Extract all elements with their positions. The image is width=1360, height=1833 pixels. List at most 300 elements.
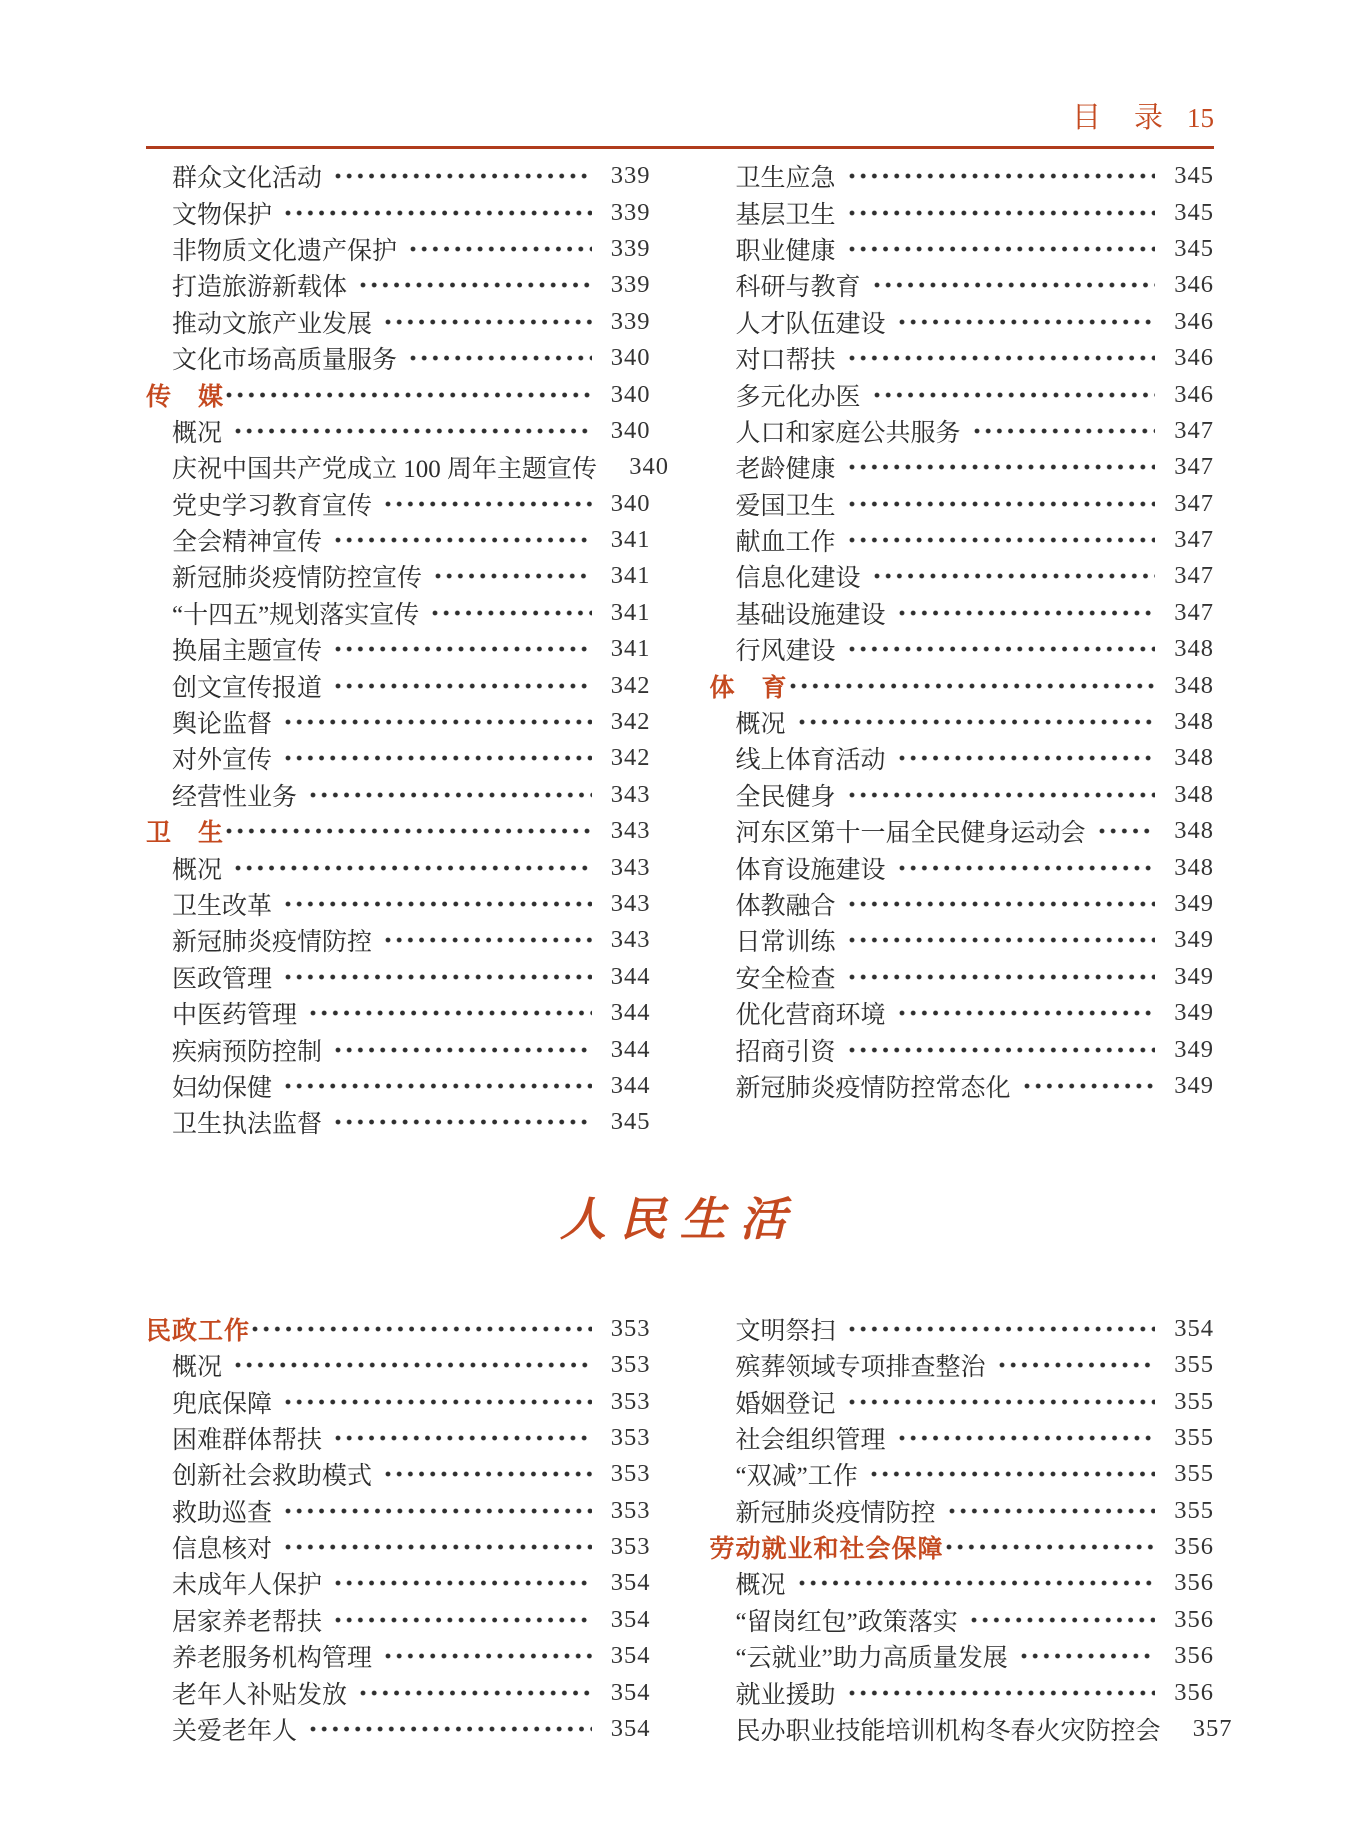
dot-leader bbox=[410, 244, 591, 254]
toc-row bbox=[146, 522, 651, 558]
dot-leader bbox=[974, 426, 1155, 436]
toc-row bbox=[146, 1311, 651, 1347]
toc-row bbox=[710, 449, 1215, 485]
toc-entry-label: 概况 bbox=[735, 711, 786, 739]
toc-row bbox=[710, 158, 1215, 194]
toc-entry-page-number: 341 bbox=[610, 526, 651, 554]
dot-leader bbox=[849, 499, 1155, 509]
toc-entry-label: 线上体育活动 bbox=[735, 747, 886, 775]
toc-entry-page-number: 353 bbox=[610, 1496, 651, 1524]
toc-row bbox=[146, 886, 651, 922]
toc-entry-page-number: 348 bbox=[1174, 635, 1214, 663]
toc-row bbox=[710, 1711, 1233, 1747]
toc-entry-page-number: 356 bbox=[1174, 1642, 1214, 1670]
toc-entry-page-number: 348 bbox=[1174, 817, 1214, 845]
dot-leader bbox=[899, 1433, 1155, 1443]
toc-entry-page-number: 339 bbox=[610, 271, 651, 299]
toc-row bbox=[710, 1602, 1215, 1638]
toc-entry-label: 创文宣传报道 bbox=[172, 674, 323, 702]
toc-entry-page-number: 349 bbox=[1174, 962, 1214, 990]
toc-top-left-column bbox=[146, 158, 670, 1141]
toc-row bbox=[146, 1383, 651, 1419]
toc-entry-label: 新冠肺炎疫情防控常态化 bbox=[735, 1074, 1011, 1102]
toc-entry-page-number: 354 bbox=[610, 1642, 651, 1670]
dot-leader bbox=[849, 535, 1155, 545]
toc-row bbox=[710, 1565, 1215, 1601]
toc-bottom-right-column bbox=[709, 1311, 1233, 1748]
toc-row bbox=[710, 1638, 1215, 1674]
toc-row bbox=[146, 267, 651, 303]
toc-entry-page-number: 353 bbox=[610, 1423, 651, 1451]
dot-leader bbox=[335, 535, 591, 545]
toc-row bbox=[146, 558, 651, 594]
dot-leader bbox=[285, 972, 591, 982]
toc-entry-label: 基础设施建设 bbox=[735, 601, 886, 629]
toc-row bbox=[146, 704, 651, 740]
dot-leader bbox=[235, 1360, 591, 1370]
toc-entry-page-number: 354 bbox=[1174, 1314, 1214, 1342]
dot-leader bbox=[360, 1688, 591, 1698]
toc-row bbox=[146, 813, 651, 849]
toc-row bbox=[146, 667, 651, 703]
dot-leader bbox=[1099, 826, 1155, 836]
toc-bottom-block bbox=[146, 1311, 1233, 1748]
toc-entry-label: 安全检查 bbox=[735, 965, 836, 993]
toc-entry-page-number: 348 bbox=[1174, 744, 1214, 772]
toc-row bbox=[710, 522, 1215, 558]
toc-entry-label: 招商引资 bbox=[735, 1038, 836, 1066]
toc-entry-label: 中医药管理 bbox=[172, 1002, 298, 1030]
dot-leader bbox=[285, 1397, 591, 1407]
toc-entry-page-number: 349 bbox=[1174, 1035, 1214, 1063]
dot-leader bbox=[335, 681, 591, 691]
toc-bottom-left-column bbox=[146, 1311, 651, 1748]
toc-row bbox=[146, 1711, 651, 1747]
toc-entry-label: 人才队伍建设 bbox=[735, 310, 886, 338]
toc-top-block bbox=[146, 158, 1214, 1141]
toc-row bbox=[710, 813, 1215, 849]
dot-leader bbox=[849, 1324, 1155, 1334]
toc-row bbox=[710, 1031, 1215, 1067]
dot-leader bbox=[899, 317, 1155, 327]
dot-leader bbox=[285, 1081, 591, 1091]
dot-leader bbox=[949, 1506, 1155, 1516]
toc-row bbox=[146, 1674, 651, 1710]
toc-entry-label: 经营性业务 bbox=[172, 783, 298, 811]
toc-entry-page-number: 354 bbox=[610, 1569, 651, 1597]
toc-entry-page-number: 355 bbox=[1174, 1496, 1214, 1524]
toc-row bbox=[710, 1420, 1215, 1456]
toc-row bbox=[146, 740, 651, 776]
dot-leader bbox=[874, 280, 1155, 290]
toc-row bbox=[710, 376, 1215, 412]
toc-row bbox=[710, 922, 1215, 958]
toc-entry-page-number: 341 bbox=[610, 598, 651, 626]
dot-leader bbox=[432, 608, 591, 618]
toc-row bbox=[146, 1638, 651, 1674]
toc-entry-page-number: 348 bbox=[1174, 671, 1214, 699]
toc-row bbox=[146, 1031, 651, 1067]
toc-entry-label: 卫生改革 bbox=[172, 893, 273, 920]
toc-entry-page-number: 344 bbox=[610, 1071, 651, 1099]
toc-entry-page-number: 346 bbox=[1174, 271, 1214, 299]
dot-leader bbox=[385, 1469, 591, 1479]
toc-entry-label: 对口帮扶 bbox=[735, 347, 836, 375]
toc-row bbox=[146, 449, 670, 485]
dot-leader bbox=[310, 1724, 591, 1734]
toc-entry-label: 献血工作 bbox=[735, 529, 836, 557]
toc-entry-page-number: 345 bbox=[1174, 162, 1214, 190]
dot-leader bbox=[335, 1433, 591, 1443]
toc-row bbox=[146, 959, 651, 995]
toc-entry-label: “留岗红包”政策落实 bbox=[735, 1608, 958, 1636]
toc-row bbox=[710, 777, 1215, 813]
dot-leader bbox=[971, 1615, 1155, 1625]
header-title: 目 录 bbox=[1071, 102, 1165, 134]
toc-entry-page-number: 344 bbox=[610, 999, 651, 1027]
dot-leader bbox=[849, 462, 1155, 472]
toc-entry-page-number: 343 bbox=[610, 853, 651, 881]
toc-row bbox=[710, 1347, 1215, 1383]
toc-entry-page-number: 339 bbox=[610, 234, 651, 262]
toc-row bbox=[710, 1456, 1215, 1492]
toc-entry-label: 体 育 bbox=[709, 673, 788, 702]
toc-entry-label: 救助巡查 bbox=[172, 1499, 273, 1527]
toc-entry-label: 文化市场高质量服务 bbox=[172, 347, 398, 375]
toc-entry-label: 概况 bbox=[172, 856, 223, 884]
dot-leader bbox=[385, 935, 591, 945]
toc-entry-page-number: 345 bbox=[610, 1108, 651, 1136]
toc-entry-page-number: 344 bbox=[610, 962, 651, 990]
toc-entry-page-number: 349 bbox=[1174, 926, 1214, 954]
dot-leader bbox=[899, 608, 1155, 618]
toc-entry-page-number: 342 bbox=[610, 708, 651, 736]
toc-entry-page-number: 353 bbox=[610, 1533, 651, 1561]
toc-entry-label: 创新社会救助模式 bbox=[172, 1463, 373, 1491]
toc-entry-label: 老年人补贴发放 bbox=[172, 1681, 348, 1709]
toc-row bbox=[146, 1347, 651, 1383]
toc-row bbox=[146, 777, 651, 813]
toc-entry-label: 新冠肺炎疫情防控宣传 bbox=[172, 565, 423, 593]
toc-entry-label: 文明祭扫 bbox=[735, 1317, 836, 1345]
dot-leader bbox=[899, 1008, 1155, 1018]
toc-row bbox=[710, 704, 1215, 740]
toc-row bbox=[146, 1565, 651, 1601]
toc-entry-page-number: 343 bbox=[610, 780, 651, 808]
dot-leader bbox=[435, 571, 591, 581]
toc-entry-page-number: 354 bbox=[610, 1678, 651, 1706]
toc-entry-page-number: 347 bbox=[1174, 489, 1214, 517]
dot-leader bbox=[235, 863, 591, 873]
dot-leader bbox=[335, 1615, 591, 1625]
toc-entry-page-number: 355 bbox=[1174, 1423, 1214, 1451]
toc-entry-label: 养老服务机构管理 bbox=[172, 1645, 373, 1673]
toc-entry-page-number: 347 bbox=[1174, 562, 1214, 590]
dot-leader bbox=[849, 353, 1155, 363]
toc-entry-page-number: 348 bbox=[1174, 708, 1214, 736]
toc-row bbox=[146, 304, 651, 340]
toc-row bbox=[146, 413, 651, 449]
toc-entry-label: 对外宣传 bbox=[172, 747, 273, 775]
dot-leader bbox=[874, 571, 1155, 581]
toc-entry-label: 兜底保障 bbox=[172, 1390, 273, 1418]
toc-entry-page-number: 353 bbox=[610, 1351, 651, 1379]
toc-entry-page-number: 348 bbox=[1174, 780, 1214, 808]
toc-row bbox=[710, 1493, 1215, 1529]
dot-leader bbox=[871, 1469, 1155, 1479]
toc-entry-page-number: 343 bbox=[610, 817, 651, 845]
toc-row bbox=[710, 1529, 1215, 1565]
toc-row bbox=[146, 158, 651, 194]
toc-entry-label: 庆祝中国共产党成立 100 周年主题宣传 bbox=[172, 456, 598, 484]
toc-entry-page-number: 340 bbox=[610, 489, 651, 517]
toc-row bbox=[146, 1456, 651, 1492]
toc-row bbox=[146, 340, 651, 376]
toc-row bbox=[710, 595, 1215, 631]
toc-entry-page-number: 339 bbox=[610, 198, 651, 226]
toc-row bbox=[710, 1068, 1215, 1104]
toc-entry-page-number: 347 bbox=[1174, 416, 1214, 444]
toc-row bbox=[146, 995, 651, 1031]
header-page-number: 15 bbox=[1187, 103, 1214, 133]
dot-leader bbox=[849, 1688, 1155, 1698]
dot-leader bbox=[285, 1542, 591, 1552]
toc-entry-label: 信息核对 bbox=[172, 1536, 273, 1564]
toc-entry-page-number: 343 bbox=[610, 926, 651, 954]
toc-entry-label: 优化营商环境 bbox=[735, 1002, 886, 1030]
toc-entry-label: 居家养老帮扶 bbox=[172, 1608, 323, 1636]
toc-entry-page-number: 345 bbox=[1174, 198, 1214, 226]
toc-row bbox=[710, 304, 1215, 340]
toc-entry-page-number: 349 bbox=[1174, 1071, 1214, 1099]
dot-leader bbox=[790, 681, 1155, 691]
toc-entry-page-number: 349 bbox=[1174, 890, 1214, 917]
toc-row bbox=[710, 886, 1215, 922]
toc-row bbox=[710, 486, 1215, 522]
toc-row bbox=[146, 1420, 651, 1456]
dot-leader bbox=[310, 1008, 591, 1018]
dot-leader bbox=[849, 935, 1155, 945]
toc-entry-label: 换届主题宣传 bbox=[172, 638, 323, 666]
toc-row bbox=[710, 631, 1215, 667]
toc-row bbox=[146, 1602, 651, 1638]
toc-entry-page-number: 341 bbox=[610, 635, 651, 663]
toc-row bbox=[710, 1674, 1215, 1710]
toc-entry-label: 民政工作 bbox=[146, 1316, 251, 1345]
toc-entry-label: 社会组织管理 bbox=[735, 1426, 886, 1454]
toc-entry-page-number: 349 bbox=[1174, 999, 1214, 1027]
toc-entry-label: 多元化办医 bbox=[735, 383, 861, 411]
toc-entry-label: 党史学习教育宣传 bbox=[172, 492, 373, 520]
toc-entry-page-number: 355 bbox=[1174, 1351, 1214, 1379]
toc-entry-label: 日常训练 bbox=[735, 929, 836, 957]
toc-entry-page-number: 356 bbox=[1174, 1569, 1214, 1597]
dot-leader bbox=[874, 390, 1155, 400]
toc-entry-label: 信息化建设 bbox=[735, 565, 861, 593]
dot-leader bbox=[335, 1578, 591, 1588]
toc-row bbox=[146, 922, 651, 958]
toc-row bbox=[710, 995, 1215, 1031]
toc-entry-page-number: 353 bbox=[610, 1387, 651, 1415]
toc-entry-page-number: 353 bbox=[610, 1314, 651, 1342]
toc-row bbox=[710, 340, 1215, 376]
toc-entry-label: 人口和家庭公共服务 bbox=[735, 419, 961, 447]
toc-entry-page-number: 355 bbox=[1174, 1387, 1214, 1415]
dot-leader bbox=[849, 899, 1155, 909]
toc-entry-page-number: 340 bbox=[610, 344, 651, 372]
toc-entry-label: 打造旅游新载体 bbox=[172, 274, 348, 302]
dot-leader bbox=[849, 1397, 1155, 1407]
toc-entry-page-number: 346 bbox=[1174, 307, 1214, 335]
toc-entry-label: 河东区第十一届全民健身运动会 bbox=[735, 820, 1086, 848]
dot-leader bbox=[285, 208, 591, 218]
dot-leader bbox=[849, 644, 1155, 654]
toc-entry-label: 全会精神宣传 bbox=[172, 529, 323, 557]
toc-entry-label: 新冠肺炎疫情防控 bbox=[172, 929, 373, 957]
toc-entry-label: 老龄健康 bbox=[735, 456, 836, 484]
toc-entry-page-number: 343 bbox=[610, 890, 651, 917]
toc-row bbox=[710, 849, 1215, 885]
toc-entry-page-number: 356 bbox=[1174, 1533, 1214, 1561]
dot-leader bbox=[285, 1506, 591, 1516]
toc-row bbox=[146, 486, 651, 522]
toc-entry-page-number: 347 bbox=[1174, 598, 1214, 626]
dot-leader bbox=[310, 790, 591, 800]
toc-entry-page-number: 342 bbox=[610, 744, 651, 772]
toc-entry-page-number: 344 bbox=[610, 1035, 651, 1063]
toc-entry-page-number: 345 bbox=[1174, 234, 1214, 262]
toc-row bbox=[146, 1529, 651, 1565]
dot-leader bbox=[360, 280, 591, 290]
toc-row bbox=[710, 667, 1215, 703]
toc-entry-page-number: 339 bbox=[610, 162, 651, 190]
dot-leader bbox=[385, 317, 591, 327]
toc-entry-label: “双减”工作 bbox=[735, 1463, 858, 1491]
toc-entry-page-number: 341 bbox=[610, 562, 651, 590]
toc-entry-page-number: 355 bbox=[1174, 1460, 1214, 1488]
dot-leader bbox=[849, 1045, 1155, 1055]
toc-entry-page-number: 347 bbox=[1174, 526, 1214, 554]
dot-leader bbox=[849, 972, 1155, 982]
dot-leader bbox=[799, 717, 1155, 727]
toc-entry-label: 卫生应急 bbox=[735, 165, 836, 193]
toc-entry-page-number: 353 bbox=[610, 1460, 651, 1488]
dot-leader bbox=[285, 899, 591, 909]
toc-row bbox=[710, 413, 1215, 449]
toc-entry-label: “云就业”助力高质量发展 bbox=[735, 1645, 1008, 1673]
toc-entry-label: 传 媒 bbox=[146, 382, 225, 411]
toc-entry-page-number: 346 bbox=[1174, 380, 1214, 408]
toc-entry-page-number: 347 bbox=[1174, 453, 1214, 481]
dot-leader bbox=[849, 790, 1155, 800]
toc-row bbox=[710, 267, 1215, 303]
dot-leader bbox=[285, 717, 591, 727]
dot-leader bbox=[226, 826, 591, 836]
toc-entry-page-number: 340 bbox=[610, 380, 651, 408]
toc-entry-label: 推动文旅产业发展 bbox=[172, 310, 373, 338]
toc-row bbox=[146, 376, 651, 412]
toc-entry-label: 职业健康 bbox=[735, 237, 836, 265]
part-title: 人民生活 bbox=[560, 1193, 800, 1245]
toc-entry-page-number: 357 bbox=[1192, 1715, 1233, 1743]
toc-entry-label: 民办职业技能培训机构冬春火灾防控会 bbox=[735, 1718, 1161, 1746]
toc-row bbox=[146, 595, 651, 631]
toc-entry-page-number: 339 bbox=[610, 307, 651, 335]
toc-entry-label: 全民健身 bbox=[735, 783, 836, 811]
toc-row bbox=[146, 194, 651, 230]
toc-entry-label: 基层卫生 bbox=[735, 201, 836, 229]
toc-entry-label: 行风建设 bbox=[735, 638, 836, 666]
toc-entry-label: 就业援助 bbox=[735, 1681, 836, 1709]
toc-row bbox=[710, 1383, 1215, 1419]
dot-leader bbox=[285, 753, 591, 763]
page-header bbox=[146, 104, 1214, 133]
toc-entry-label: 卫生执法监督 bbox=[172, 1111, 323, 1139]
toc-row bbox=[146, 1104, 651, 1140]
toc-row bbox=[710, 558, 1215, 594]
toc-entry-label: 劳动就业和社会保障 bbox=[709, 1535, 944, 1564]
dot-leader bbox=[252, 1324, 591, 1334]
toc-entry-page-number: 340 bbox=[629, 453, 670, 481]
toc-entry-label: 舆论监督 bbox=[172, 711, 273, 739]
dot-leader bbox=[799, 1578, 1155, 1588]
toc-entry-label: 体育设施建设 bbox=[735, 856, 886, 884]
toc-top-right-column bbox=[710, 158, 1215, 1141]
toc-entry-label: 疾病预防控制 bbox=[172, 1038, 323, 1066]
dot-leader bbox=[849, 244, 1155, 254]
dot-leader bbox=[335, 644, 591, 654]
toc-entry-page-number: 354 bbox=[610, 1715, 651, 1743]
toc-entry-page-number: 356 bbox=[1174, 1678, 1214, 1706]
dot-leader bbox=[226, 390, 591, 400]
toc-entry-page-number: 348 bbox=[1174, 853, 1214, 881]
toc-row bbox=[710, 231, 1215, 267]
toc-entry-label: 概况 bbox=[735, 1572, 786, 1600]
toc-row bbox=[146, 631, 651, 667]
toc-entry-label: 未成年人保护 bbox=[172, 1572, 323, 1600]
dot-leader bbox=[335, 1117, 591, 1127]
dot-leader bbox=[999, 1360, 1155, 1370]
toc-entry-label: 文物保护 bbox=[172, 201, 273, 229]
toc-entry-label: 概况 bbox=[172, 1354, 223, 1382]
dot-leader bbox=[899, 753, 1155, 763]
toc-entry-label: 新冠肺炎疫情防控 bbox=[735, 1499, 936, 1527]
dot-leader bbox=[335, 1045, 591, 1055]
header-rule bbox=[146, 146, 1214, 149]
dot-leader bbox=[385, 1651, 591, 1661]
dot-leader bbox=[385, 499, 591, 509]
toc-entry-label: 困难群体帮扶 bbox=[172, 1426, 323, 1454]
toc-row bbox=[146, 231, 651, 267]
toc-row bbox=[710, 194, 1215, 230]
toc-entry-label: 科研与教育 bbox=[735, 274, 861, 302]
dot-leader bbox=[335, 171, 591, 181]
toc-entry-label: 医政管理 bbox=[172, 965, 273, 993]
toc-entry-label: 群众文化活动 bbox=[172, 165, 323, 193]
toc-entry-label: 卫 生 bbox=[146, 819, 225, 848]
toc-entry-label: 爱国卫生 bbox=[735, 492, 836, 520]
toc-row bbox=[146, 1493, 651, 1529]
toc-entry-label: 妇幼保健 bbox=[172, 1074, 273, 1102]
dot-leader bbox=[946, 1542, 1155, 1552]
toc-entry-label: “十四五”规划落实宣传 bbox=[172, 601, 420, 629]
toc-entry-label: 非物质文化遗产保护 bbox=[172, 237, 398, 265]
toc-row bbox=[710, 740, 1215, 776]
dot-leader bbox=[410, 353, 591, 363]
toc-entry-page-number: 342 bbox=[610, 671, 651, 699]
toc-entry-page-number: 346 bbox=[1174, 344, 1214, 372]
toc-entry-label: 体教融合 bbox=[735, 893, 836, 920]
